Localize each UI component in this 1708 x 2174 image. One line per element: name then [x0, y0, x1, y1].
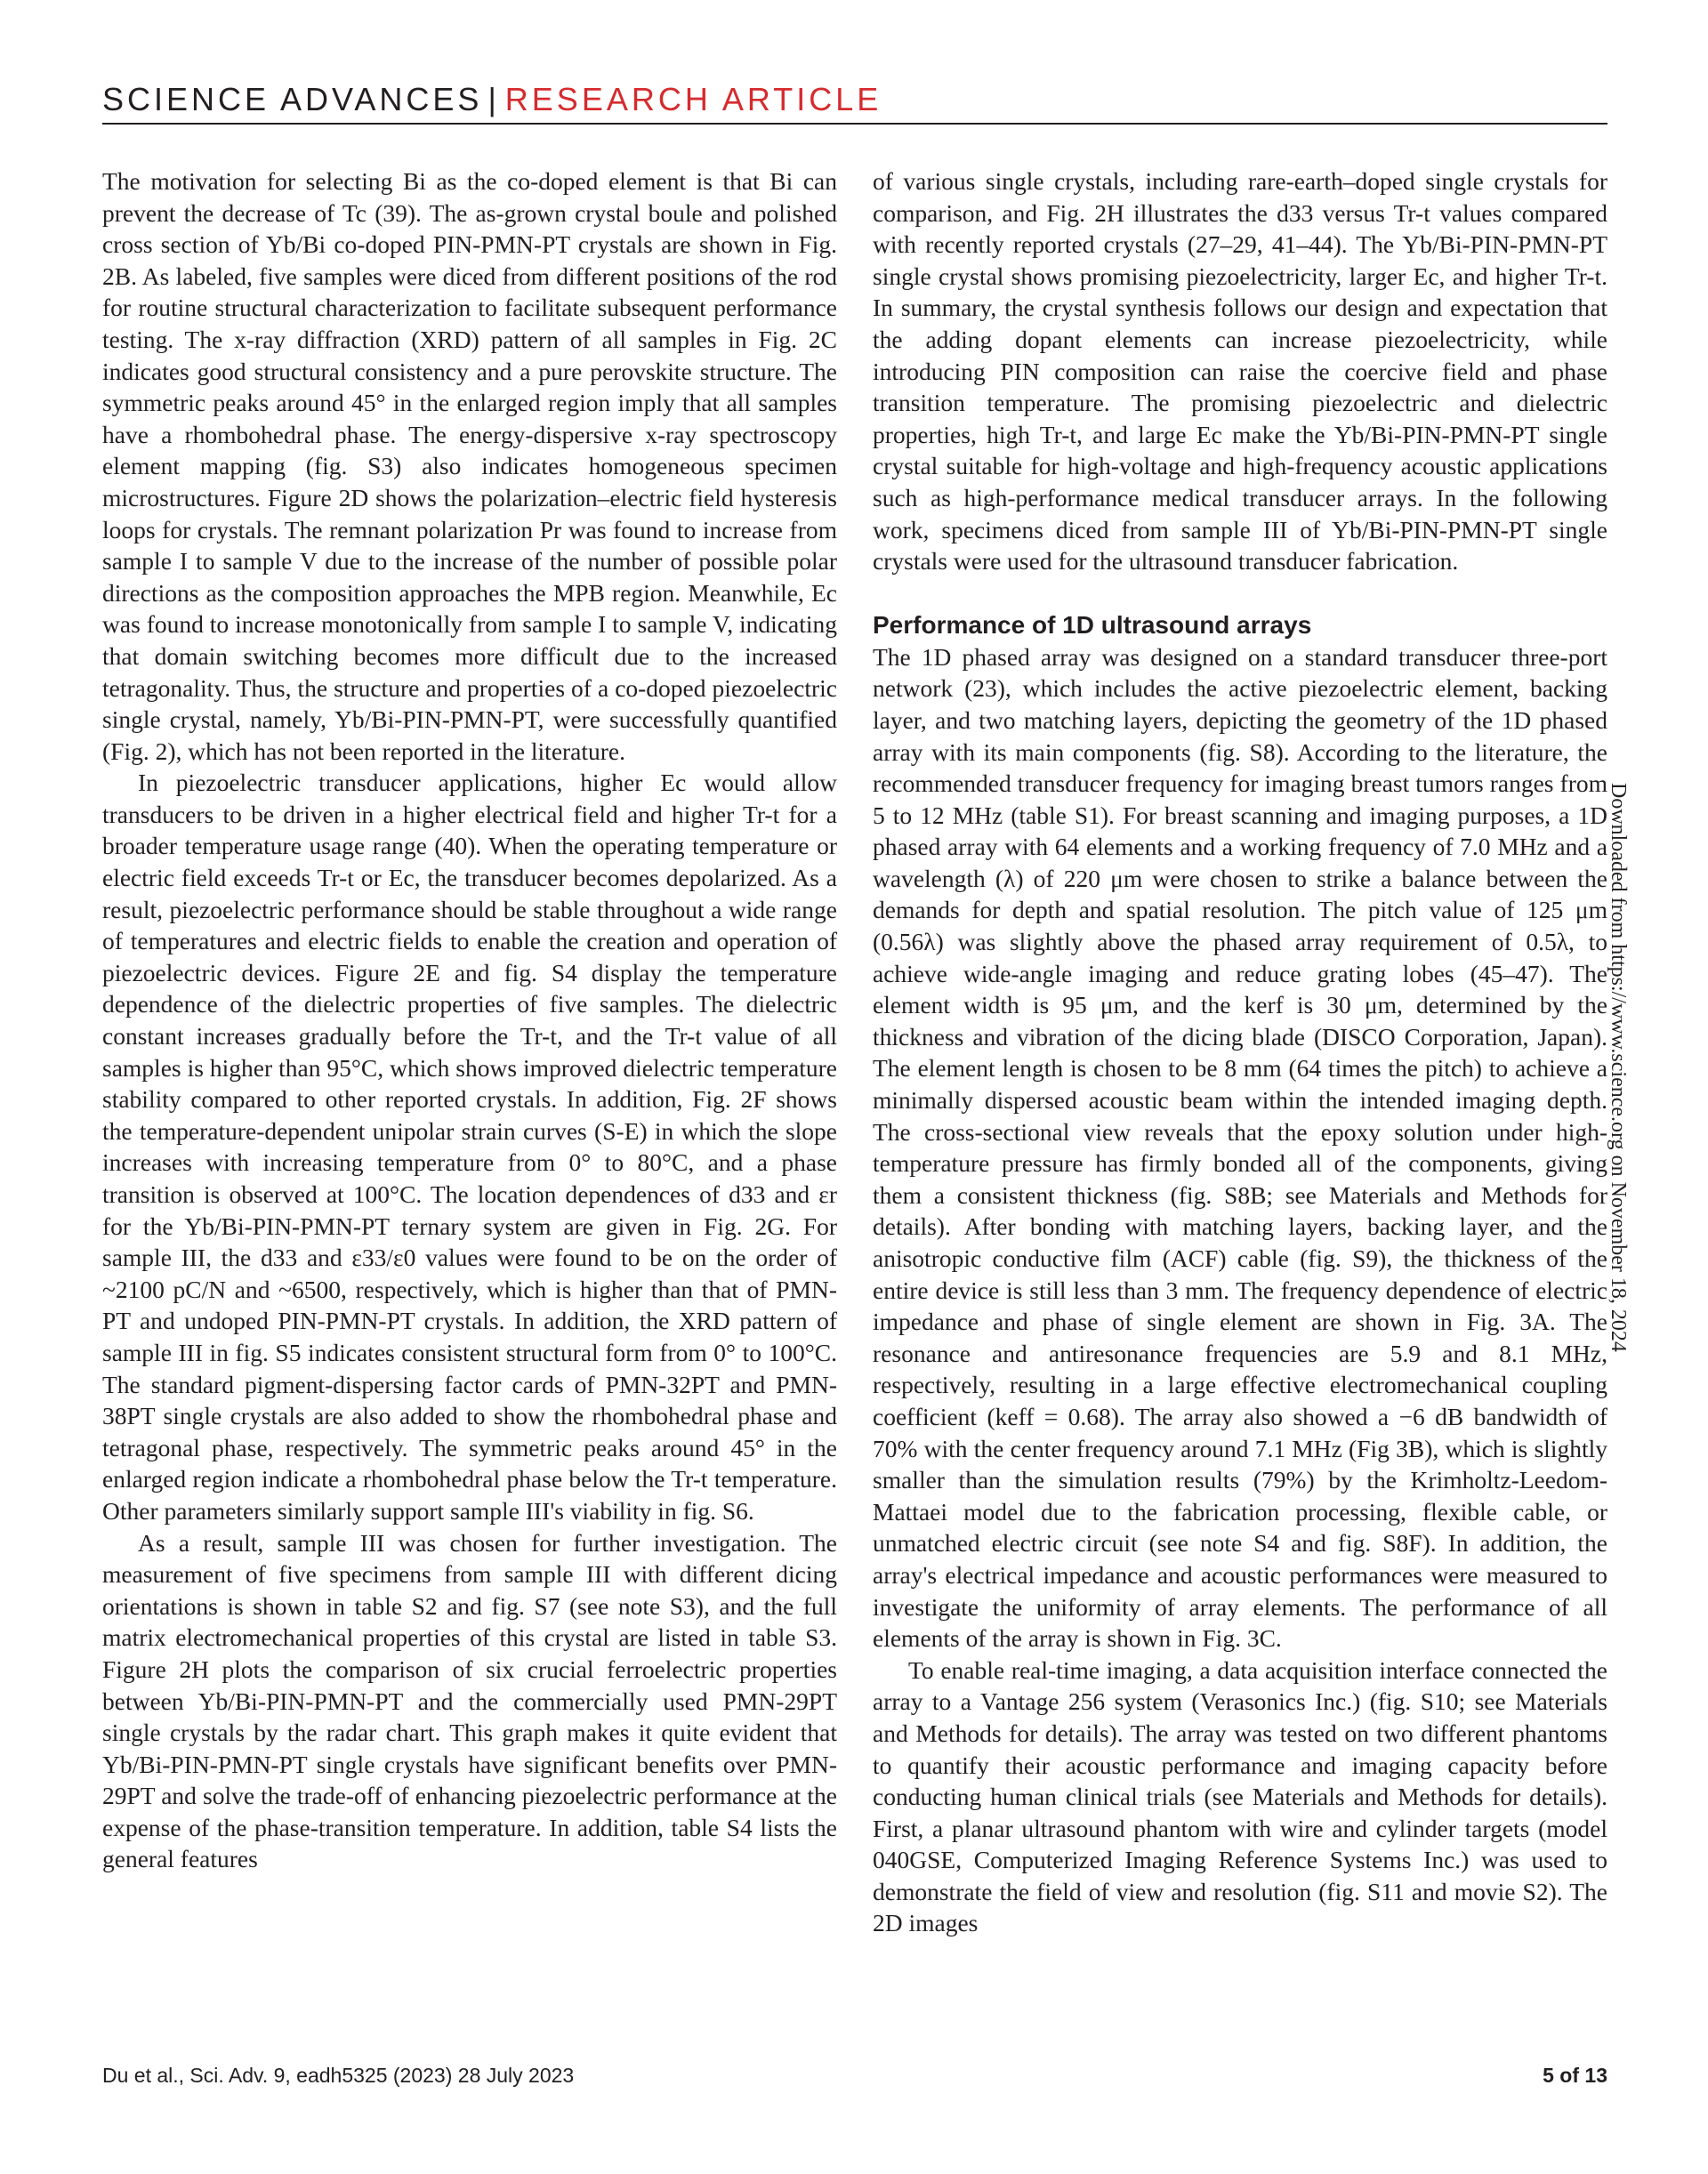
- paragraph: of various single crystals, including rare-earth–doped single crystals for comparison, and Fig. 2H illustrates the d33 versus Tr-t values compared with recently reported crystals (27–29, 41–44). The Yb/Bi-PIN-PMN-PT single crystal shows promising piezoelectricity, larger Ec, and higher Tr-t. In summary, the crystal synthesis follows our design and expectation that the adding dopant elements can increase piezoelectricity, while introducing PIN composition can raise the coercive field and phase transition temperature. The promising piezoelectric and dielectric properties, high Tr-t, and large Ec make the Yb/Bi-PIN-PMN-PT single crystal suitable for high-voltage and high-frequency acoustic applications such as high-performance medical transducer arrays. In the following work, specimens diced from sample III of Yb/Bi-PIN-PMN-PT single crystals were used for the ultrasound transducer fabrication.: [873, 167, 1607, 576]
- page-number: 5 of 13: [1543, 2064, 1607, 2087]
- paragraph: As a result, sample III was chosen for further investigation. The measurement of five specimens from sample III with different dicing orientations is shown in table S2 and fig. S7 (see note S3), and the full matrix electromechanical properties of this crystal are listed in table S3. Figure 2H plots the comparison of six crucial ferroelectric properties between Yb/Bi-PIN-PMN-PT and the commercially used PMN-29PT single crystals by the radar chart. This graph makes it quite evident that Yb/Bi-PIN-PMN-PT single crystals have significant benefits over PMN-29PT and solve the trade-off of enhancing piezoelectric performance at the expense of the phase-transition temperature. In addition, table S4 lists the general features: [102, 1528, 837, 1873]
- paragraph: The 1D phased array was designed on a standard transducer three-port network (23), which includes the active piezoelectric element, backing layer, and two matching layers, depicting the geometry of the 1D phased array with its main components (fig. S8). According to the literature, the recommended transducer frequency for imaging breast tumors ranges from 5 to 12 MHz (table S1). For breast scanning and imaging purposes, a 1D phased array with 64 elements and a working frequency of 7.0 MHz and a wavelength (λ) of 220 μm were chosen to strike a balance between the demands for depth and spatial resolution. The pitch value of 125 μm (0.56λ) was slightly above the phased array requirement of 0.5λ, to achieve wide-angle imaging and reduce grating lobes (45–47). The element width is 95 μm, and the kerf is 30 μm, determined by the thickness and vibration of the dicing blade (DISCO Corporation, Japan). The element length is chosen to be 8 mm (64 times the pitch) to achieve a minimally dispersed acoustic beam within the intended imaging depth. The cross-sectional view reveals that the epoxy solution under high-temperature pressure has firmly bonded all of the components, giving them a consistent thickness (fig. S8B; see Materials and Methods for details). After bonding with matching layers, backing layer, and the anisotropic conductive film (ACF) cable (fig. S9), the thickness of the entire device is still less than 3 mm. The frequency dependence of electric impedance and phase of single element are shown in Fig. 3A. The resonance and antiresonance frequencies are 5.9 and 8.1 MHz, respectively, resulting in a large effective electromechanical coupling coefficient (keff = 0.68). The array also showed a −6 dB bandwidth of 70% with the center frequency around 7.1 MHz (Fig 3B), which is slightly smaller than the simulation results (79%) by the Krimholtz-Leedom-Mattaei model due to the fabrication processing, flexible cable, or unmatched electric circuit (see note S4 and fig. S8F). In addition, the array's electrical impedance and acoustic performances were measured to investigate the uniformity of array elements. The performance of all elements of the array is shown in Fig. 3C.: [873, 642, 1607, 1653]
- article-type: RESEARCH ARTICLE: [504, 81, 882, 117]
- paragraph: To enable real-time imaging, a data acquisition interface connected the array to a Vantage 256 system (Verasonics Inc.) (fig. S10; see Materials and Methods for details). The array was tested on two different phantoms to quantify their acoustic performance and imaging capacity before conducting human clinical trials (see Materials and Methods for details). First, a planar ultrasound phantom with wire and cylinder targets (model 040GSE, Computerized Imaging Reference Systems Inc.) was used to demonstrate the field of view and resolution (fig. S11 and movie S2). The 2D images: [873, 1655, 1607, 1937]
- paragraph: The motivation for selecting Bi as the co-doped element is that Bi can prevent the decrease of Tc (39). The as-grown crystal boule and polished cross section of Yb/Bi co-doped PIN-PMN-PT crystals are shown in Fig. 2B. As labeled, five samples were diced from different positions of the rod for routine structural characterization to facilitate subsequent performance testing. The x-ray diffraction (XRD) pattern of all samples in Fig. 2C indicates good structural consistency and a pure perovskite structure. The symmetric peaks around 45° in the enlarged region imply that all samples have a rhombohedral phase. The energy-dispersive x-ray spectroscopy element mapping (fig. S3) also indicates homogeneous specimen microstructures. Figure 2D shows the polarization–electric field hysteresis loops for crystals. The remnant polarization Pr was found to increase from sample I to sample V due to the increase of the number of possible polar directions as the composition approaches the MPB region. Meanwhile, Ec was found to increase monotonically from sample I to sample V, indicating that domain switching becomes more difficult due to the increased tetragonality. Thus, the structure and properties of a co-doped piezoelectric single crystal, namely, Yb/Bi-PIN-PMN-PT, were successfully quantified (Fig. 2), which has not been reported in the literature.: [102, 167, 837, 765]
- header-separator: |: [487, 81, 500, 117]
- running-header: [102, 80, 1607, 125]
- right-column: [873, 165, 1607, 1939]
- download-notice-text: Downloaded from https://www.science.org on November 18, 2024: [1607, 783, 1630, 1352]
- citation: Du et al., Sci. Adv. 9, eadh5325 (2023) 28 July 2023: [102, 2064, 575, 2087]
- download-notice: [1607, 783, 1656, 1477]
- journal-name: SCIENCE ADVANCES: [102, 81, 483, 117]
- section-heading: Performance of 1D ultrasound arrays: [873, 610, 1312, 639]
- left-column: [102, 165, 837, 1875]
- paragraph: In piezoelectric transducer applications, higher Ec would allow transducers to be driven in a higher electrical field and higher Tr-t for a broader temperature usage range (40). When the operating temperature or electric field exceeds Tr-t or Ec, the transducer becomes depolarized. As a result, piezoelectric performance should be stable throughout a wide range of temperatures and electric fields to enable the creation and operation of piezoelectric devices. Figure 2E and fig. S4 display the temperature dependence of the dielectric properties of five samples. The dielectric constant increases gradually before the Tr-t, and the Tr-t value of all samples is higher than 95°C, which shows improved dielectric temperature stability compared to other reported crystals. In addition, Fig. 2F shows the temperature-dependent unipolar strain curves (S-E) in which the slope increases with increasing temperature from 0° to 80°C, and a phase transition is observed at 100°C. The location dependences of d33 and εr for the Yb/Bi-PIN-PMN-PT ternary system are given in Fig. 2G. For sample III, the d33 and ε33/ε0 values were found to be on the order of ~2100 pC/N and ~6500, respectively, which is higher than that of PMN-PT and undoped PIN-PMN-PT crystals. In addition, the XRD pattern of sample III in fig. S5 indicates consistent structural form from 0° to 100°C. The standard pigment-dispersing factor cards of PMN-32PT and PMN-38PT single crystals are also added to show the rhombohedral phase and tetragonal phase, respectively. The symmetric peaks around 45° in the enlarged region indicate a rhombohedral phase below the Tr-t temperature. Other parameters similarly support sample III's viability in fig. S6.: [102, 769, 837, 1525]
